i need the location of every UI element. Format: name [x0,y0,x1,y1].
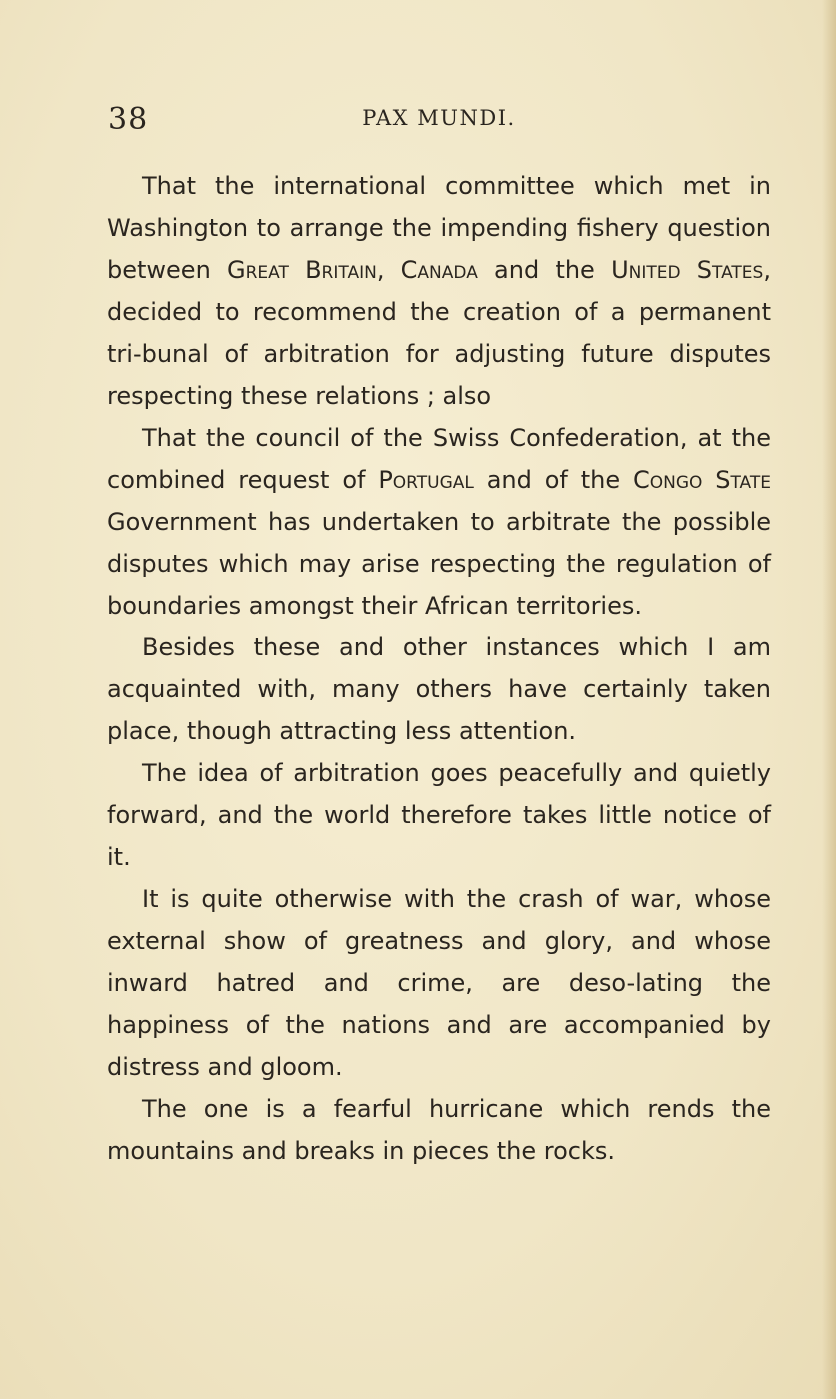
text-span: Government has undertaken to arbitrate the possible disputes which may arise respecting the regulation of boundaries amongst their African territories. [107,507,771,620]
paragraph [107,879,771,1089]
smallcaps-name: Canada [400,255,478,284]
page-edge-shadow [822,0,836,1399]
smallcaps-name: United States [611,255,764,284]
smallcaps-name: Congo State [632,465,771,494]
paragraph [107,627,771,753]
text-span: The one is a fearful hurricane which rends the mountains and breaks in pieces the rocks. [107,1094,771,1165]
paragraph [107,753,771,879]
text-span: , decided to recommend the creation of a permanent tri-bunal of arbitration for adjusting future disputes respecting these relations ; also [107,255,771,410]
text-span: and of the [473,465,633,494]
paragraph [107,166,771,418]
text-span: , [376,255,401,284]
text-span: That the council of the Swiss Confederation, at the combined request of [107,423,771,494]
smallcaps-name: Portugal [378,465,474,494]
paragraph [107,418,771,628]
body-text [107,166,771,1173]
page-header [108,100,770,140]
smallcaps-name: Great Britain [227,255,377,284]
page-number: 38 [108,102,149,137]
paragraph [107,1089,771,1173]
text-span: That the international committee which met in Washington to arrange the impending fishery question between [107,172,771,284]
text-span: The idea of arbitration goes peacefully and quietly forward, and the world therefore takes little notice of it. [107,759,771,872]
text-span: It is quite otherwise with the crash of war, whose external show of greatness and glory, and whose inward hatred and crime, are deso-lating the happiness of the nations and are accompanied by distress and gloom. [107,885,771,1082]
running-title: PAX MUNDI. [362,106,516,130]
text-span: and the [477,255,612,284]
text-span: Besides these and other instances which I am acquainted with, many others have certainly taken place, though attracting less attention. [107,633,771,746]
